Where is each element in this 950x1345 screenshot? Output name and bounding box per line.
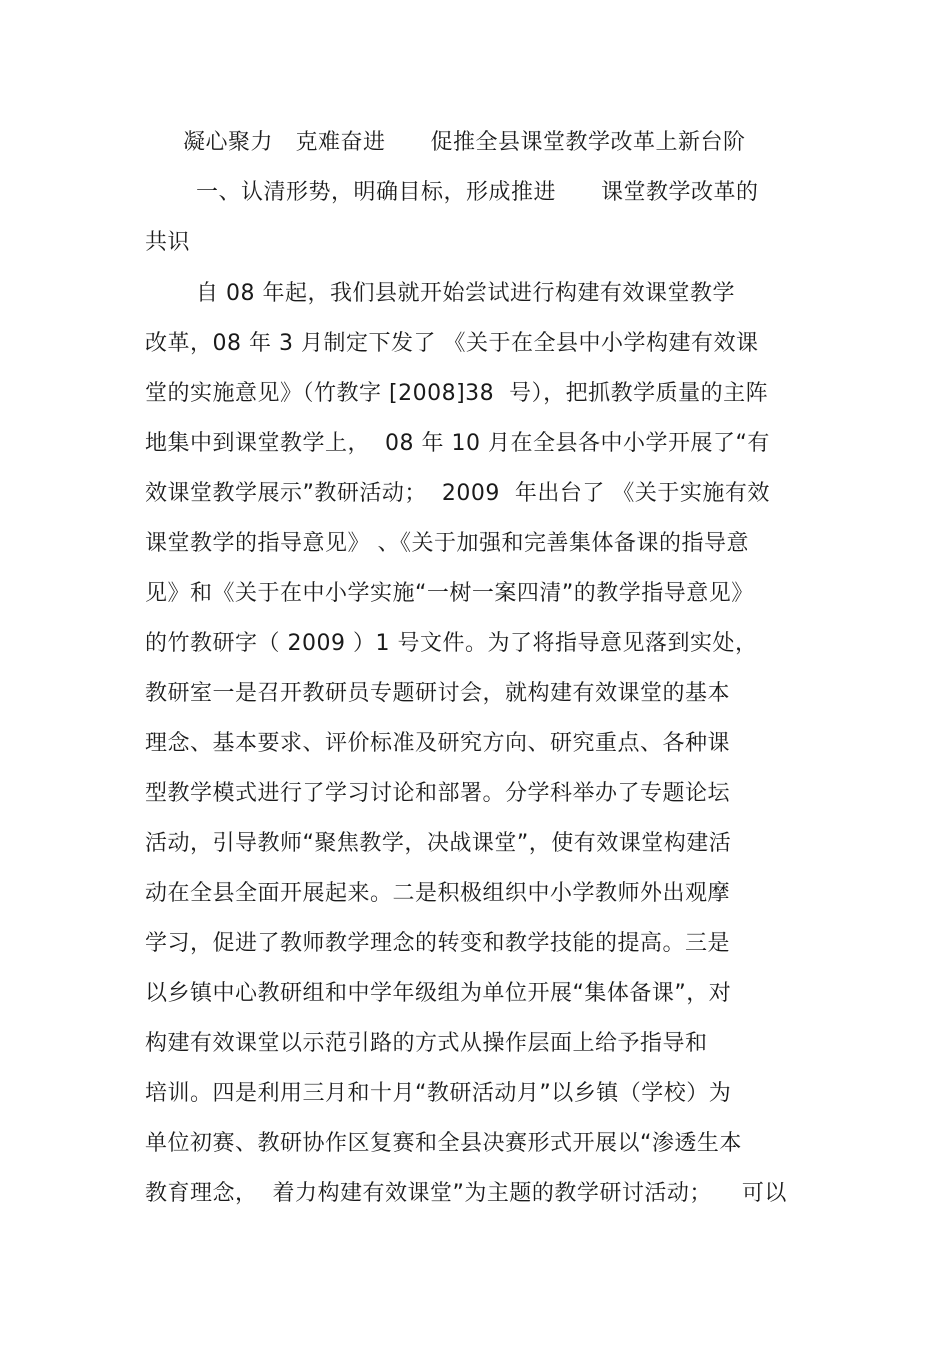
paragraph-line: 活动，引导教师“聚焦教学，决战课堂”，使有效课堂构建活 (145, 831, 732, 856)
paragraph-line: 型教学模式进行了学习讨论和部署。分学科举办了专题论坛 (145, 781, 731, 806)
document-title: 凝心聚力 克难奋进 促推全县课堂教学改革上新台阶 (183, 130, 746, 155)
paragraph-line: 构建有效课堂以示范引路的方式从操作层面上给予指导和 (145, 1031, 708, 1056)
paragraph-line: 效课堂教学展示”教研活动； 2009 年出台了 《关于实施有效 (145, 481, 770, 506)
paragraph-line: 地集中到课堂教学上， 08 年 10 月在全县各中小学开展了“有 (145, 431, 770, 456)
paragraph-line: 改革，08 年 3 月制定下发了 《关于在全县中小学构建有效课 (145, 331, 759, 356)
section-heading-continued: 共识 (145, 230, 191, 255)
paragraph-line: 堂的实施意见》（竹教字 [2008]38 号），把抓教学质量的主阵 (145, 381, 769, 406)
section-heading: 一、认清形势，明确目标，形成推进 课堂教学改革的 (196, 180, 759, 205)
paragraph-line: 自 08 年起，我们县就开始尝试进行构建有效课堂教学 (196, 281, 735, 306)
paragraph-line: 动在全县全面开展起来。二是积极组织中小学教师外出观摩 (145, 881, 731, 906)
paragraph-line: 的竹教研字（ 2009 ）1 号文件。为了将指导意见落到实处， (145, 631, 758, 656)
paragraph-line: 培训。四是利用三月和十月“教研活动月”以乡镇（学校）为 (145, 1081, 732, 1106)
paragraph-line: 见》和《关于在中小学实施“一树一案四清”的教学指导意见》 (145, 581, 754, 606)
paragraph-line: 单位初赛、教研协作区复赛和全县决赛形式开展以“渗透生本 (145, 1131, 742, 1156)
paragraph-line: 学习，促进了教师教学理念的转变和教学技能的提高。三是 (145, 931, 731, 956)
paragraph-line: 教育理念， 着力构建有效课堂”为主题的教学研讨活动； 可以 (145, 1181, 787, 1206)
paragraph-line: 课堂教学的指导意见》 、《关于加强和完善集体备课的指导意 (145, 531, 749, 556)
paragraph-line: 理念、基本要求、评价标准及研究方向、研究重点、各种课 (145, 731, 731, 756)
paragraph-line: 以乡镇中心教研组和中学年级组为单位开展“集体备课”，对 (145, 981, 732, 1006)
paragraph-line: 教研室一是召开教研员专题研讨会，就构建有效课堂的基本 (145, 681, 731, 706)
